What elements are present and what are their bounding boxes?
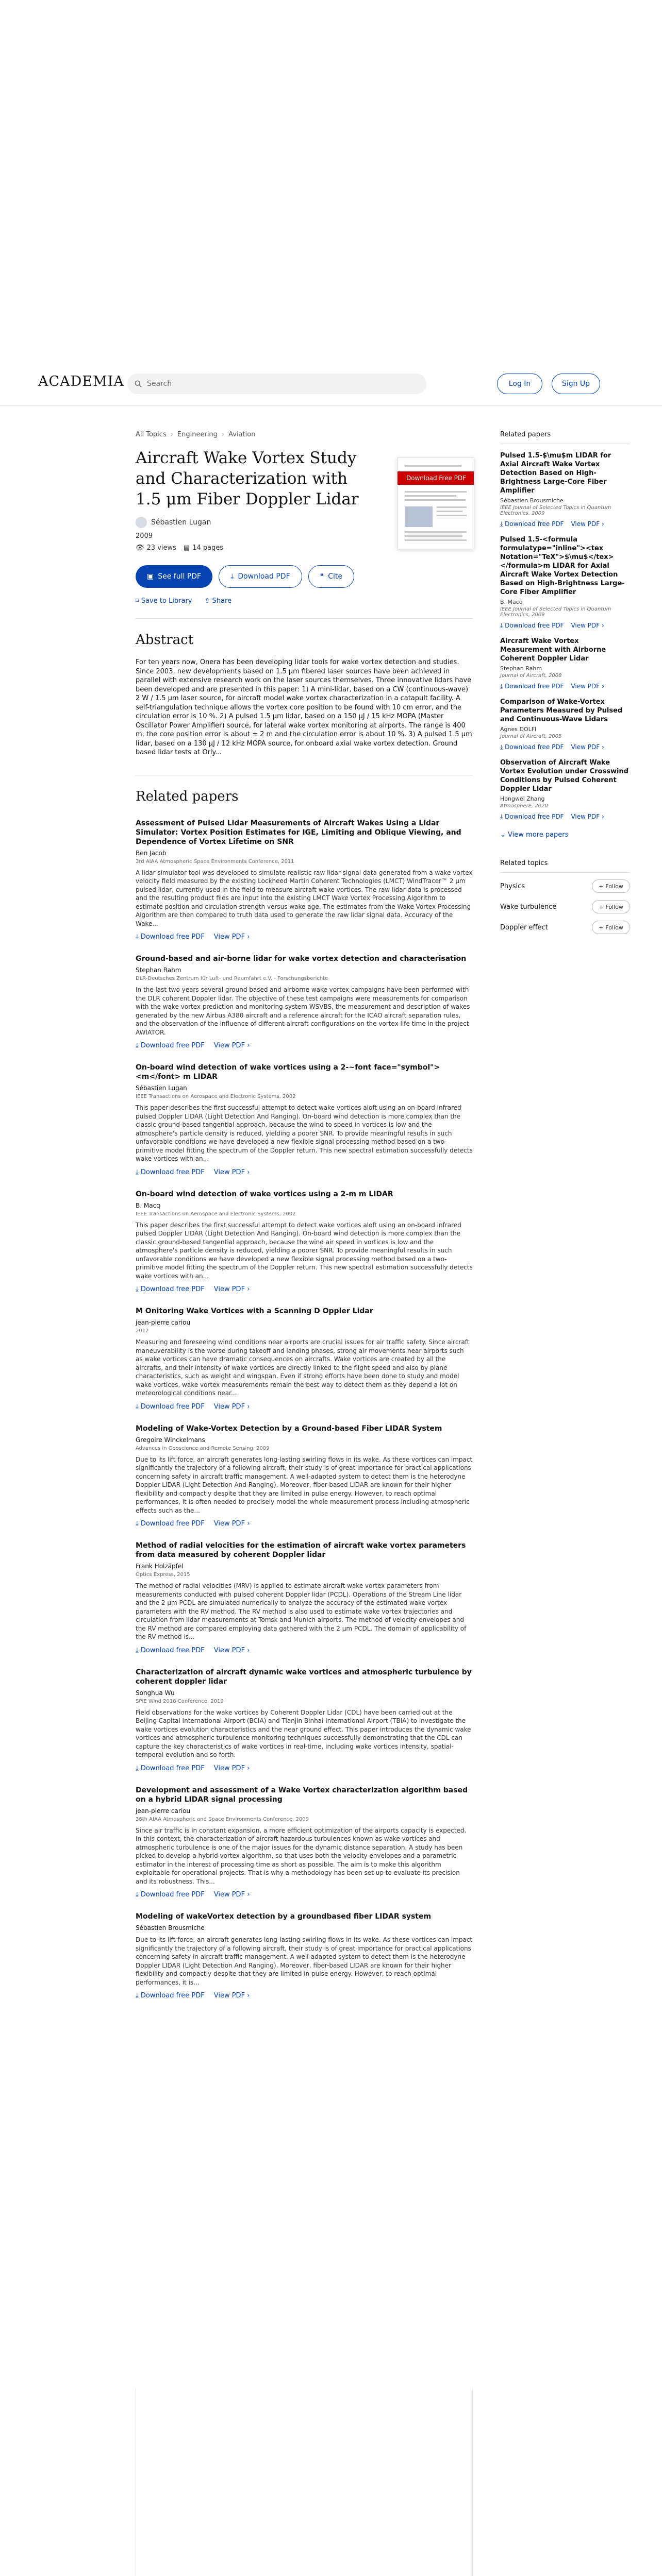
- related-paper-abstract: Due to its lift force, an aircraft generates long-lasting swirling flows in its wake. As these vortices can impact significantly the trajectory of a following aircraft, their study is of great importance for practical applications concerning safety in aircraft traffic management. A well-adapted system to detect them is the heterodyne Doppler LIDAR (Light Detection And Ranging). Moreover, fiber-based LIDAR are known for their higher flexibility and compactly despite that they are limited in pulse energy. However, to reach optimal performances, it is...: [136, 1936, 473, 1986]
- sidebar-paper-actions: [500, 622, 630, 630]
- related-paper-abstract: Since air traffic is in constant expansion, a more efficient optimization of the airports capacity is expected. In this context, the characterization of aircraft hazardous turbulences known as wake vortices and atmospheric turbulence is one of the major issues for the dynamic distance separation. A study has been picked to develop a hybrid vortex algorithm, so that uses both the velocity envelopes and a parametric estimator in the interest of processing time as short as possible. The aim is to make this algorithm exploitable for operational projects. That is why a methodology has been set up to evaluate its precision and its robustness. This...: [136, 1826, 467, 1885]
- follow-label: Follow: [605, 924, 623, 931]
- topic-name[interactable]: Physics: [500, 882, 525, 890]
- sidebar-paper-venue: Journal of Aircraft, 2008: [500, 673, 562, 679]
- related-paper-title[interactable]: Development and assessment of a Wake Vortex characterization algorithm based on a hybrid LIDAR signal processing: [136, 1786, 468, 1804]
- sidebar-paper-actions: [500, 520, 630, 528]
- sidebar-paper-venue: IEEE Journal of Selected Topics in Quantum Electronics, 2009: [500, 606, 611, 618]
- view-pdf-label: View PDF: [571, 743, 600, 751]
- login-button[interactable]: Log In: [497, 374, 542, 394]
- sidebar-related-heading: Related papers: [500, 431, 551, 438]
- view-pdf-label: View PDF: [571, 813, 600, 820]
- download-free-pdf-link[interactable]: [136, 1647, 205, 1654]
- related-paper-item: [136, 1668, 473, 1772]
- related-paper-abstract: The method of radial velocities (MRV) is applied to estimate aircraft wake vortex parameters from measurements conducted with pulsed coherent Doppler lidar (PCDL). Operations of the Stream Line lidar and the 2 μm PCDL are simulated numerically to analyze the accuracy of the estimated wake vortex parameters with the RV method. The RV method is also used to estimate wake vortex trajectories and circulation from lidar measurements at Tomsk and Munich airports. The method of velocity envelopes and the RV method are compared employing data gathered with the 2 μm PCDL. The domain of applicability of the RV method is...: [136, 1582, 467, 1640]
- download-free-pdf-label: Download free PDF: [140, 1042, 205, 1049]
- view-pdf-link[interactable]: [571, 683, 604, 690]
- related-paper-title[interactable]: Modeling of wakeVortex detection by a groundbased fiber LIDAR system: [136, 1912, 432, 1921]
- sidebar-paper-author[interactable]: Hongwei Zhang: [500, 795, 545, 802]
- view-pdf-label: View PDF: [213, 1168, 245, 1176]
- download-free-pdf-link[interactable]: [136, 1168, 205, 1176]
- download-free-pdf-link[interactable]: [136, 1765, 205, 1772]
- view-pdf-link[interactable]: [214, 1285, 250, 1293]
- follow-label: Follow: [605, 883, 623, 890]
- sidebar-paper-venue: IEEE Journal of Selected Topics in Quantum Electronics, 2009: [500, 505, 611, 516]
- view-pdf-label: View PDF: [213, 1285, 245, 1293]
- related-paper-title[interactable]: Method of radial velocities for the estimation of aircraft wake vortex parameters from data measured by coherent Doppler lidar: [136, 1541, 466, 1559]
- breadcrumb-all-topics[interactable]: All Topics: [136, 431, 167, 438]
- cite-button[interactable]: [308, 565, 354, 588]
- download-free-pdf-link[interactable]: [500, 743, 564, 751]
- related-paper-actions: [136, 933, 473, 941]
- download-icon: ⤓: [136, 1520, 139, 1528]
- related-paper-actions: [136, 1042, 473, 1049]
- related-paper-item: [136, 1786, 473, 1899]
- download-free-pdf-link[interactable]: [500, 520, 564, 528]
- avatar: [136, 517, 147, 528]
- view-pdf-label: View PDF: [571, 622, 600, 629]
- sidebar-paper-actions: [500, 683, 630, 690]
- related-papers-heading: Related papers: [136, 788, 239, 804]
- pages-count: 14 pages: [192, 544, 224, 552]
- related-paper-actions: [136, 1285, 473, 1293]
- signup-button[interactable]: Sign Up: [552, 374, 600, 394]
- download-icon: ⤓: [136, 1992, 139, 1999]
- download-free-pdf-link[interactable]: [136, 1891, 205, 1899]
- see-full-pdf-label: See full PDF: [158, 572, 202, 581]
- breadcrumb-aviation[interactable]: Aviation: [228, 431, 256, 438]
- bookmark-icon: ⌑: [136, 597, 139, 605]
- related-paper-item: [136, 954, 473, 1049]
- view-pdf-label: View PDF: [571, 520, 600, 528]
- page-icon: ▤: [183, 544, 190, 552]
- download-free-pdf-label: Download free PDF: [505, 813, 564, 820]
- related-paper-title[interactable]: Assessment of Pulsed Lidar Measurements of Aircraft Wakes Using a Lidar Simulator: Vortex Position Estimates for IGE, Limiting and Oblique Viewing, and Dependence of Vortex Lifetime on SNR: [136, 819, 461, 846]
- breadcrumb-separator: ›: [221, 431, 225, 438]
- related-paper-item: [136, 1307, 473, 1411]
- download-free-pdf-label: Download free PDF: [140, 1520, 205, 1528]
- top-navigation-bar: [0, 362, 662, 405]
- chevron-down-icon: ⌄: [500, 831, 506, 839]
- sidebar-paper-title[interactable]: Pulsed 1.5-$\mu$m LIDAR for Axial Aircraft Wake Vortex Detection Based on High-Brightness Large-Core Fiber Amplifier: [500, 452, 611, 495]
- chevron-right-icon: ›: [601, 622, 604, 629]
- chevron-right-icon: ›: [247, 1402, 250, 1411]
- download-free-pdf-link[interactable]: [136, 1992, 205, 1999]
- plus-icon: +: [599, 924, 604, 931]
- plus-icon: +: [599, 903, 604, 910]
- download-icon: ⤓: [136, 1891, 139, 1899]
- sidebar-paper-title[interactable]: Comparison of Wake-Vortex Parameters Measured by Pulsed and Continuous-Wave Lidars: [500, 698, 623, 723]
- download-free-pdf-label: Download free PDF: [505, 683, 564, 690]
- view-pdf-link[interactable]: [214, 933, 250, 941]
- view-more-papers-link[interactable]: [500, 831, 630, 839]
- download-pdf-label: Download PDF: [238, 572, 290, 581]
- related-paper-title[interactable]: Ground-based and air-borne lidar for wake vortex detection and characterisation: [136, 955, 467, 963]
- related-paper-item: [136, 1190, 473, 1294]
- related-paper-author[interactable]: jean-pierre cariou: [136, 1319, 191, 1326]
- sidebar-paper-title[interactable]: Pulsed 1.5-<formula formulatype="inline"><tex Notation="TeX">$\mu$</tex></formula>m LIDAR for Axial Aircraft Wake Vortex Detection Based on High-Brightness Large-Core Fiber Amplifier: [500, 536, 625, 596]
- chevron-right-icon: ›: [601, 520, 604, 528]
- related-paper-actions: [136, 1403, 473, 1411]
- download-free-pdf-label: Download free PDF: [140, 1402, 205, 1411]
- view-pdf-link[interactable]: [214, 1647, 250, 1654]
- paper-actions: [136, 565, 473, 588]
- download-free-pdf-label: Download free PDF: [140, 1764, 205, 1772]
- related-topics-list: [500, 879, 630, 935]
- sidebar-paper-item: [500, 698, 630, 751]
- follow-topic-button[interactable]: [592, 900, 630, 913]
- save-to-library-label: Save to Library: [141, 597, 192, 605]
- related-paper-venue: 2012: [136, 1328, 149, 1334]
- download-free-pdf-label: Download free PDF: [140, 1285, 205, 1293]
- download-free-pdf-link[interactable]: [136, 1285, 205, 1293]
- sidebar-paper-author[interactable]: Sébastien Brousmiche: [500, 497, 564, 504]
- sidebar-paper-author[interactable]: Agnes DOLFI: [500, 726, 537, 733]
- download-icon: ⤓: [136, 1042, 139, 1049]
- chevron-right-icon: ›: [601, 743, 604, 751]
- topic-name[interactable]: Doppler effect: [500, 923, 548, 931]
- related-paper-abstract: Due to its lift force, an aircraft generates long-lasting swirling flows in its wake. As these vortices can impact significantly the trajectory of a following aircraft, their study is of great importance for practical applications concerning safety in aircraft traffic management. A well-adapted system to detect them is the heterodyne Doppler LIDAR (Light Detection And Ranging). Moreover, fiber-based LIDAR are known for their higher flexibility and compactly despite that they are limited in pulse energy. However, to reach optimal performances, it is often needed to precisely model the whole measurement process including atmospheric effects such as the...: [136, 1455, 473, 1514]
- topic-name[interactable]: Wake turbulence: [500, 903, 557, 911]
- related-papers-list: [136, 819, 473, 2000]
- related-paper-title[interactable]: M Onitoring Wake Vortices with a Scanning D Oppler Lidar: [136, 1307, 373, 1315]
- related-paper-abstract: This paper describes the first successful attempt to detect wake vortices aloft using an on-board infrared pulsed Doppler LIDAR (Light Detection And Ranging). On-board wind detection is more complex than the classic ground-based tangential approach, because the wind air speed in vortices is low and the atmosphere's particle density is reduced, yielding a poorer SNR. To provide meaningful results in such unfavorable conditions we have developed a new flexible signal processing method based on a two-primitive model fitting the spectrum of the Doppler return. This new spectral estimation successfully detects wake vortices with an...: [136, 1221, 473, 1280]
- breadcrumb-separator: ›: [170, 431, 173, 438]
- abstract-heading: Abstract: [136, 632, 194, 648]
- related-paper-abstract: A lidar simulator tool was developed to simulate realistic raw lidar signal data generated from a wake vortex velocity field measured by the existing Lockheed Martin Coherent Technologies (LMCT) WindTracer™ 2 μm pulsed lidar, currently used in the field to measure aircraft wake vortices. The raw lidar data is processed and the resulting product files are input into the existing LMCT Wake Vortex Processing Algorithm to estimate position and circulation strength versus wake age. The estimates from the Wake Vortex Processing Algorithm are then compared to truth data used to generate the raw lidar signal data. Accuracy of the Wake...: [136, 869, 473, 927]
- download-free-pdf-link[interactable]: [136, 1520, 205, 1528]
- related-paper-item: [136, 1541, 473, 1654]
- paper-main-column: [136, 431, 473, 2013]
- author-name: Sébastien Lugan: [151, 518, 211, 527]
- related-paper-abstract: Measuring and foreseeing wind conditions near airports are crucial issues for air traffic safety. Since aircraft maneuverability is the worse during takeoff and landing phases, strong air movements near airports such as wake vortices can have dramatic consequences on aircrafts. Wake vortices are created by all the aircrafts, and their intensity of wake vortices are directly linked to the flight speed and also by plane characteristics, such as weight and wingspan. Even if strong efforts have been done to study and model wake vortices, wake vortex measurements remain the best way to detect them as they depend a lot on meteorological conditions near...: [136, 1338, 470, 1397]
- eye-icon: 👁: [136, 544, 144, 552]
- related-paper-author[interactable]: Sébastien Brousmiche: [136, 1924, 205, 1931]
- view-pdf-label: View PDF: [213, 1764, 245, 1772]
- related-paper-item: [136, 819, 473, 941]
- chevron-right-icon: ›: [247, 1764, 250, 1772]
- download-free-pdf-label: Download free PDF: [505, 743, 564, 751]
- related-paper-item: [136, 1912, 473, 1999]
- related-paper-item: [136, 1063, 473, 1176]
- share-icon: ⇪: [204, 597, 210, 605]
- related-paper-venue: SPIE Wind 2018 Conference, 2019: [136, 1698, 224, 1704]
- related-paper-venue: DLR-Deutsches Zentrum für Luft- und Raumfahrt e.V. - Forschungsberichte: [136, 976, 328, 981]
- related-paper-item: [136, 1424, 473, 1528]
- chevron-right-icon: ›: [247, 1168, 250, 1176]
- thumbnail-download-badge[interactable]: Download Free PDF: [398, 471, 474, 485]
- sidebar-paper-actions: [500, 813, 630, 821]
- view-pdf-link[interactable]: [214, 1042, 250, 1049]
- related-paper-actions: [136, 1992, 473, 1999]
- sidebar-paper-venue: Atmosphere, 2020: [500, 803, 548, 809]
- download-pdf-button[interactable]: [219, 565, 302, 588]
- related-paper-actions: [136, 1520, 473, 1528]
- related-paper-title[interactable]: Modeling of Wake-Vortex Detection by a Ground-based Fiber LIDAR System: [136, 1424, 442, 1433]
- download-free-pdf-link[interactable]: [136, 933, 205, 941]
- related-paper-title[interactable]: Characterization of aircraft dynamic wake vortices and atmospheric turbulence by coherent doppler lidar: [136, 1668, 472, 1686]
- download-free-pdf-link[interactable]: [500, 622, 564, 630]
- sidebar-papers-list: [500, 451, 630, 821]
- download-icon: ⤓: [500, 813, 503, 820]
- sidebar-paper-actions: [500, 743, 630, 751]
- related-paper-author[interactable]: B. Macq: [136, 1201, 160, 1209]
- right-sidebar: [500, 431, 630, 935]
- paper-secondary-actions: [136, 597, 473, 605]
- sidebar-paper-title[interactable]: Aircraft Wake Vortex Measurement with Airborne Coherent Doppler Lidar: [500, 637, 606, 663]
- download-icon: ⤓: [500, 683, 503, 690]
- related-paper-author[interactable]: Songhua Wu: [136, 1689, 175, 1697]
- chevron-right-icon: ›: [247, 1891, 250, 1899]
- view-pdf-link[interactable]: [214, 1168, 250, 1176]
- related-paper-venue: IEEE Transactions on Aerospace and Electronic Systems, 2002: [136, 1211, 296, 1217]
- related-paper-venue: Optics Express, 2015: [136, 1572, 190, 1578]
- related-paper-abstract: Field observations for the wake vortices by Coherent Doppler Lidar (CDL) have been carried out at the Beijing Capital International Airport (BCIA) and Tianjin Binhai International Airport (TBIA) to investigate the wake vortices evolution characteristics and the near ground effect. This paper introduces the dynamic wake vortices and atmospheric turbulence monitoring techniques successfully demonstrating that the CDL can capture the key characteristics of wake vortices in real-time, including wake vortices intensity, spatial-temporal evolution and so forth.: [136, 1708, 471, 1758]
- download-free-pdf-link[interactable]: [500, 683, 564, 690]
- related-paper-author[interactable]: Sébastien Lugan: [136, 1084, 187, 1092]
- chevron-right-icon: ›: [247, 1646, 250, 1654]
- topic-item: [500, 879, 630, 893]
- download-free-pdf-label: Download free PDF: [505, 622, 564, 629]
- download-icon: ⤓: [136, 1646, 139, 1654]
- pdf-thumbnail[interactable]: [397, 457, 474, 549]
- related-paper-actions: [136, 1891, 473, 1899]
- topic-item: [500, 900, 630, 914]
- related-paper-abstract: This paper describes the first successful attempt to detect wake vortices aloft using an on-board infrared pulsed Doppler LIDAR (Light Detection And Ranging). On-board wind detection is more complex than the classic ground-based tangential approach, because the wind to speed in vortices is low and the atmosphere's particle density is reduced, yielding a poorer SNR. To provide meaningful results in such unfavorable conditions we have developed a new flexible signal processing method based on a two-primitive model fitting the spectrum of the Doppler return. This new spectral estimation successfully detects wake vortices with an...: [136, 1104, 473, 1162]
- sidebar-paper-author[interactable]: Stephan Rahm: [500, 665, 542, 672]
- paper-title: Aircraft Wake Vortex Study and Characterization with 1.5 μm Fiber Doppler Lidar: [136, 449, 359, 509]
- pdf-icon: ▣: [147, 572, 154, 581]
- download-icon: ⤓: [500, 743, 503, 751]
- download-free-pdf-label: Download free PDF: [140, 1168, 205, 1176]
- download-icon: ⤓: [136, 933, 139, 941]
- view-pdf-label: View PDF: [213, 1646, 245, 1654]
- related-paper-actions: [136, 1168, 473, 1176]
- view-more-label: View more papers: [508, 831, 569, 839]
- view-pdf-label: View PDF: [213, 1042, 245, 1049]
- academia-logo[interactable]: ACADEMIA: [38, 374, 124, 389]
- view-pdf-label: View PDF: [213, 1891, 245, 1899]
- divider: [136, 618, 473, 619]
- download-icon: ⤓: [500, 520, 503, 528]
- pages-stat: [184, 544, 223, 552]
- follow-topic-button[interactable]: [592, 879, 630, 893]
- view-pdf-label: View PDF: [213, 1520, 245, 1528]
- view-pdf-label: View PDF: [213, 1992, 245, 1999]
- download-free-pdf-link[interactable]: [500, 813, 564, 821]
- search-icon: [135, 380, 142, 387]
- download-free-pdf-label: Download free PDF: [140, 1992, 205, 1999]
- chevron-right-icon: ›: [601, 813, 604, 820]
- related-paper-venue: 36th AIAA Atmospheric and Space Environments Conference, 2009: [136, 1816, 309, 1822]
- view-pdf-link[interactable]: [214, 1403, 250, 1411]
- view-pdf-link[interactable]: [214, 1992, 250, 1999]
- divider: [500, 872, 630, 873]
- related-topics-heading: Related topics: [500, 859, 548, 867]
- related-paper-venue: IEEE Transactions on Aerospace and Electronic Systems, 2002: [136, 1094, 296, 1099]
- related-paper-title[interactable]: On-board wind detection of wake vortices using a 2-m m LIDAR: [136, 1190, 393, 1198]
- breadcrumb: [136, 431, 473, 438]
- related-paper-author[interactable]: Stephan Rahm: [136, 967, 181, 974]
- related-paper-author[interactable]: jean-pierre cariou: [136, 1807, 191, 1815]
- view-pdf-link[interactable]: [571, 622, 604, 630]
- sidebar-paper-item: [500, 535, 630, 630]
- download-free-pdf-label: Download free PDF: [140, 1646, 205, 1654]
- chevron-right-icon: ›: [247, 933, 250, 941]
- follow-topic-button[interactable]: [592, 921, 630, 934]
- sidebar-paper-title[interactable]: Observation of Aircraft Wake Vortex Evolution under Crosswind Conditions by Pulsed Coherent Doppler Lidar: [500, 759, 628, 793]
- chevron-right-icon: ›: [247, 1285, 250, 1293]
- download-free-pdf-link[interactable]: [136, 1042, 205, 1049]
- sidebar-paper-item: [500, 758, 630, 821]
- share-label: Share: [212, 597, 232, 605]
- view-pdf-link[interactable]: [214, 1765, 250, 1772]
- share-link[interactable]: [205, 597, 232, 605]
- view-pdf-label: View PDF: [213, 1402, 245, 1411]
- chevron-right-icon: ›: [247, 1042, 250, 1049]
- views-stat: [136, 544, 176, 552]
- download-free-pdf-label: Download free PDF: [505, 520, 564, 528]
- breadcrumb-engineering[interactable]: Engineering: [177, 431, 218, 438]
- plus-icon: +: [599, 883, 604, 890]
- chevron-right-icon: ›: [601, 683, 604, 690]
- download-icon: ⤓: [136, 1168, 139, 1176]
- chevron-right-icon: ›: [247, 1520, 250, 1528]
- related-paper-actions: [136, 1647, 473, 1654]
- view-pdf-link[interactable]: [571, 743, 604, 751]
- download-icon: ⤓: [136, 1764, 139, 1772]
- abstract-text: For ten years now, Onera has been developing lidar tools for wake vortex detection and studies. Since 2003, new developments based on 1.5 μm fibered laser sources have been achieved in parallel with extensive research work on the laser sources themselves. Three innovative lidars have been developed and are presented in this paper: 1) A mini-lidar, based on a CW (continuous-wave) 2 W / 1.5 μm laser source, for aircraft model wake vortex characterization in a catapult facility. A self-triangulation technique allows the vortex core position to be found with 10 cm error, and the circulation error is 10 %. 2) A pulsed 1.5 μm lidar, based on a 150 μJ / 15 kHz MOPA (Master Oscillator Power Amplifier) source, for lateral wake vortex monitoring at airports. The range is 400 m, the core position error is about ± 2 m and the circulation error is about 10 %. 3) A pulsed 1.5 μm lidar, based on a 130 μJ / 12 kHz MOPA source, for onboard axial wake vortex detection. Ground based lidar tests at Orly...: [136, 658, 472, 756]
- download-icon: ⤓: [136, 1402, 139, 1411]
- cite-label: Cite: [328, 572, 342, 581]
- download-free-pdf-label: Download free PDF: [140, 1891, 205, 1899]
- view-pdf-link[interactable]: [571, 520, 604, 528]
- download-icon: ⤓: [500, 622, 503, 629]
- save-to-library-link[interactable]: [136, 597, 192, 605]
- view-pdf-link[interactable]: [214, 1891, 250, 1899]
- views-count: 23 views: [146, 544, 176, 552]
- view-pdf-link[interactable]: [571, 813, 604, 821]
- sidebar-paper-venue: Journal of Aircraft, 2005: [500, 734, 562, 739]
- search-input[interactable]: [127, 374, 426, 394]
- see-full-pdf-button[interactable]: [136, 565, 212, 588]
- related-paper-actions: [136, 1765, 473, 1772]
- related-paper-author[interactable]: Frank Holzäpfel: [136, 1563, 184, 1570]
- related-paper-author[interactable]: Ben Jacob: [136, 849, 167, 857]
- topic-item: [500, 920, 630, 935]
- chevron-right-icon: ›: [247, 1992, 250, 1999]
- download-icon: ⤓: [230, 572, 234, 581]
- related-paper-title[interactable]: On-board wind detection of wake vortices using a 2-~font face="symbol"><m</font> m LIDAR: [136, 1063, 440, 1081]
- empty-content-area: [136, 2388, 473, 2576]
- download-icon: ⤓: [136, 1285, 139, 1293]
- download-free-pdf-link[interactable]: [136, 1403, 205, 1411]
- sidebar-paper-author[interactable]: B. Macq: [500, 599, 523, 605]
- view-pdf-label: View PDF: [213, 933, 245, 941]
- quote-icon: ❝: [320, 572, 324, 581]
- download-free-pdf-label: Download free PDF: [140, 933, 205, 941]
- sidebar-paper-item: [500, 637, 630, 690]
- related-paper-author[interactable]: Gregoire Winckelmans: [136, 1436, 205, 1444]
- related-paper-venue: Advances in Geoscience and Remote Sensing, 2009: [136, 1445, 270, 1451]
- search-placeholder: Search: [147, 380, 172, 388]
- view-pdf-label: View PDF: [571, 683, 600, 690]
- sidebar-paper-item: [500, 451, 630, 528]
- follow-label: Follow: [605, 903, 623, 910]
- paper-year: 2009: [136, 532, 153, 540]
- view-pdf-link[interactable]: [214, 1520, 250, 1528]
- related-paper-venue: 3rd AIAA Atmospheric Space Environments Conference, 2011: [136, 858, 294, 865]
- related-paper-abstract: In the last two years several ground based and airborne wake vortex campaigns have been performed with the DLR coherent Doppler lidar. The objective of these test campaigns were measurements for comparison with the wake vortex prediction and monitoring system WSVBS, the measurement and description of wakes generated by the new Airbus A380 aircraft and a reference aircraft for the ICAO aircraft separation rules, and the observation of the influence of different aircraft configurations on the vortex life time in the project AWIATOR.: [136, 986, 470, 1036]
